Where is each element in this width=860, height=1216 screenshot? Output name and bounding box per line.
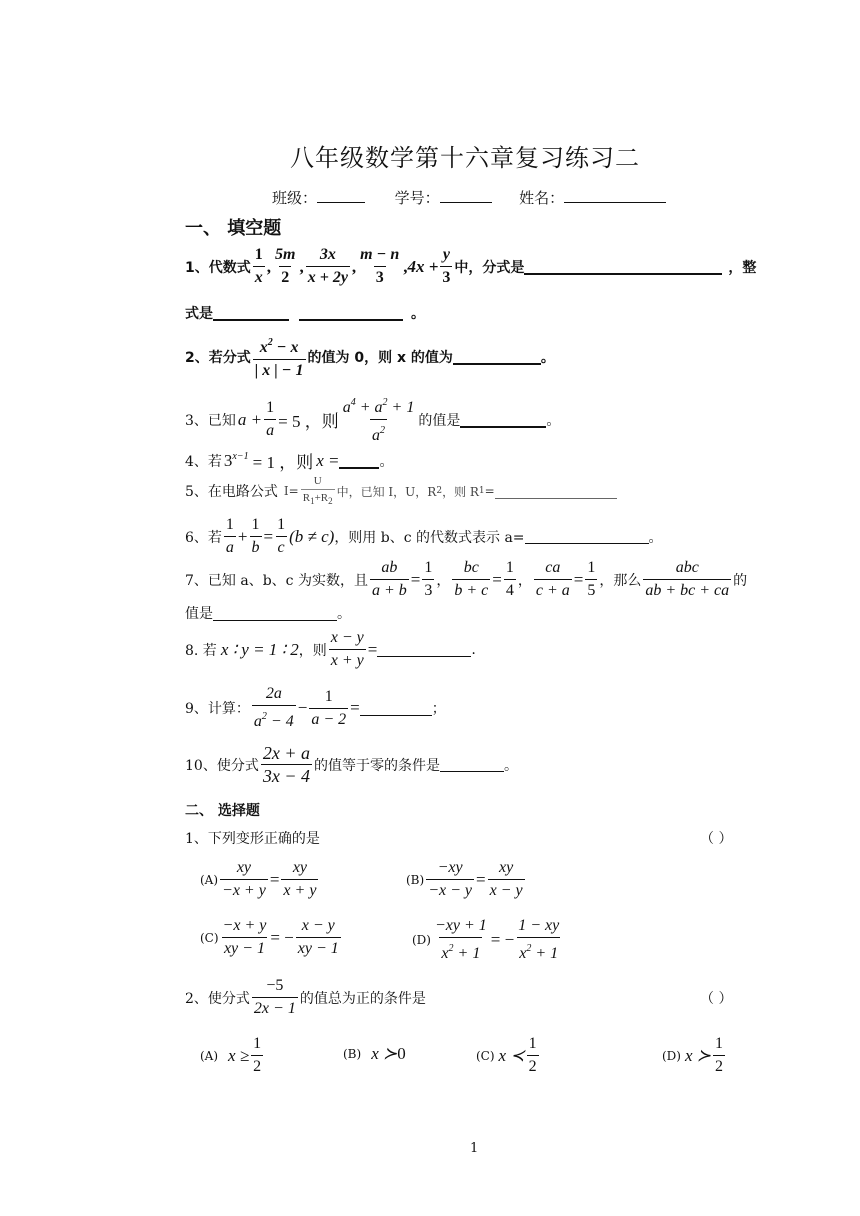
student-id-blank[interactable] xyxy=(440,188,492,203)
q2-blank[interactable] xyxy=(453,349,541,365)
fill-question-1: 1、代数式 $\frac{1}{x}$ , $\frac{5m}{2}$ , $\frac{3x}{x + 2y}$ , $\frac{m - n}{3}$ , 4x + $\frac{y}{3}$ 中，分式是 ，整 xyxy=(185,246,757,286)
page-title: 八年级数学第十六章复习练习二 xyxy=(290,144,640,172)
q5-blank[interactable] xyxy=(495,484,617,499)
fill-question-3: 3、已知 a + $\frac{1}{a}$ = 5 ，则 $\frac{a^4 + a^2 + 1}{a^2}$ 的值是 。 xyxy=(185,393,560,446)
q6-blank[interactable] xyxy=(525,529,649,544)
q9-blank[interactable] xyxy=(360,701,432,716)
choice-2-option-d: (D) x ≻ $\frac{1}{2}$ xyxy=(662,1035,724,1075)
q8-blank[interactable] xyxy=(377,642,471,657)
frac-y-3: $\frac{y}{3}$ xyxy=(442,246,451,286)
class-label: 班级： xyxy=(272,189,318,207)
q10-blank[interactable] xyxy=(440,757,504,772)
fill-question-1-cont: 式是 。 xyxy=(185,306,425,322)
choice-question-1: 1、下列变形正确的是 xyxy=(185,831,320,847)
frac-1-x: $\frac{1}{x}$ xyxy=(254,246,263,286)
q3-blank[interactable] xyxy=(460,412,546,428)
choice-question-2: 2、使分式 $\frac{-5}{2x - 1}$ 的值总为正的条件是 xyxy=(185,977,426,1017)
choice-1-answer-paren[interactable]: （ ） xyxy=(700,831,733,847)
choice-1-option-c: (C) $\frac{-x + y}{xy - 1}$ = − $\frac{x - y}{xy - 1}$ xyxy=(200,917,339,957)
choice-1-option-a: (A) $\frac{xy}{-x + y}$ = $\frac{xy}{x + y}$ xyxy=(200,859,317,899)
frac-mn-3: $\frac{m - n}{3}$ xyxy=(360,246,400,286)
name-blank[interactable] xyxy=(564,188,666,203)
choice-1-option-d: (D) $\frac{-xy + 1}{x^2 + 1}$ = − $\frac{1 - xy}{x^2 + 1}$ xyxy=(412,917,560,962)
choice-2-option-a: (A) x ≥ $\frac{1}{2}$ xyxy=(200,1035,262,1075)
q4-blank[interactable] xyxy=(339,453,379,469)
fill-question-7: 7、已知 a、b、c 为实数，且 $\frac{ab}{a + b}$ = $\frac{1}{3}$ ， $\frac{bc}{b + c}$ = $\frac{1}{4}$ ， $\frac{ca}{c + a}$ = $\frac{1}{5}$ ，那么 $\frac{\text{abc}}{ab + bc + ca}$ 的 xyxy=(185,559,748,599)
frac-3x-x2y: $\frac{3x}{x + 2y}$ xyxy=(307,246,348,286)
q1-fraction-blank[interactable] xyxy=(524,259,722,275)
fill-question-6: 6、若 $\frac{1}{a}$ + $\frac{1}{b}$ = $\frac{1}{c}$ (b ≠ c) ，则用 b、c 的代数式表示 a= 。 xyxy=(185,516,663,556)
student-info-line xyxy=(272,187,666,208)
q1-integral-blank-a[interactable] xyxy=(213,305,289,321)
section-fill-in-heading: 一、 填空题 xyxy=(185,218,282,239)
q7-blank[interactable] xyxy=(213,606,337,621)
q1-integral-blank-b[interactable] xyxy=(299,305,403,321)
choice-2-option-c: (C) x ≺ $\frac{1}{2}$ xyxy=(476,1035,537,1075)
fill-question-9: 9、计算： $\frac{2a}{a^2 - 4}$ − $\frac{1}{a - 2}$ = ； xyxy=(185,685,446,730)
choice-1-option-b: (B) $\frac{-xy}{-x - y}$ = $\frac{xy}{x - y}$ xyxy=(406,859,523,899)
section-choice-heading: 二、 选择题 xyxy=(185,803,260,819)
fill-question-2: 2、若分式 $\frac{x^2 - x}{| x | - 1}$ 的值为 0，则 x 的值为 。 xyxy=(185,333,555,381)
choice-2-answer-paren[interactable]: （ ） xyxy=(700,991,733,1007)
fill-question-4: 4、若 $3^{x-1}$ = 1 ，则 x = 。 xyxy=(185,450,394,472)
frac-5m-2: $\frac{5m}{2}$ xyxy=(275,246,296,286)
frac-a4-a2-1: $\frac{a^4 + a^2 + 1}{a^2}$ xyxy=(342,397,415,444)
choice-2-option-b: (B) x ≻ 0 xyxy=(343,1044,406,1063)
fill-question-8: 8. 若 x ∶ y = 1 ∶ 2 ，则 $\frac{x - y}{x + y}$ = . xyxy=(185,629,476,669)
fill-question-5: 5、在电路公式 I= $\frac{U}{R_1+R_2}$ 中，已知 I，U，R 2 ，则 R 1 = xyxy=(185,474,617,508)
frac-x2-x-abs: $\frac{x^2 - x}{| x | - 1}$ xyxy=(254,337,304,379)
class-blank[interactable] xyxy=(317,188,365,203)
page-number: 1 xyxy=(470,1141,479,1156)
fill-question-7-cont: 值是 。 xyxy=(185,606,351,622)
name-label: 姓名： xyxy=(519,189,565,207)
frac-u-r1r2: $\frac{U}{R_1+R_2}$ xyxy=(302,475,333,507)
student-id-label: 学号： xyxy=(394,189,440,207)
fill-question-10: 10、使分式 $\frac{2x + a}{3x - 4}$ 的值等于零的条件是 。 xyxy=(185,743,518,786)
